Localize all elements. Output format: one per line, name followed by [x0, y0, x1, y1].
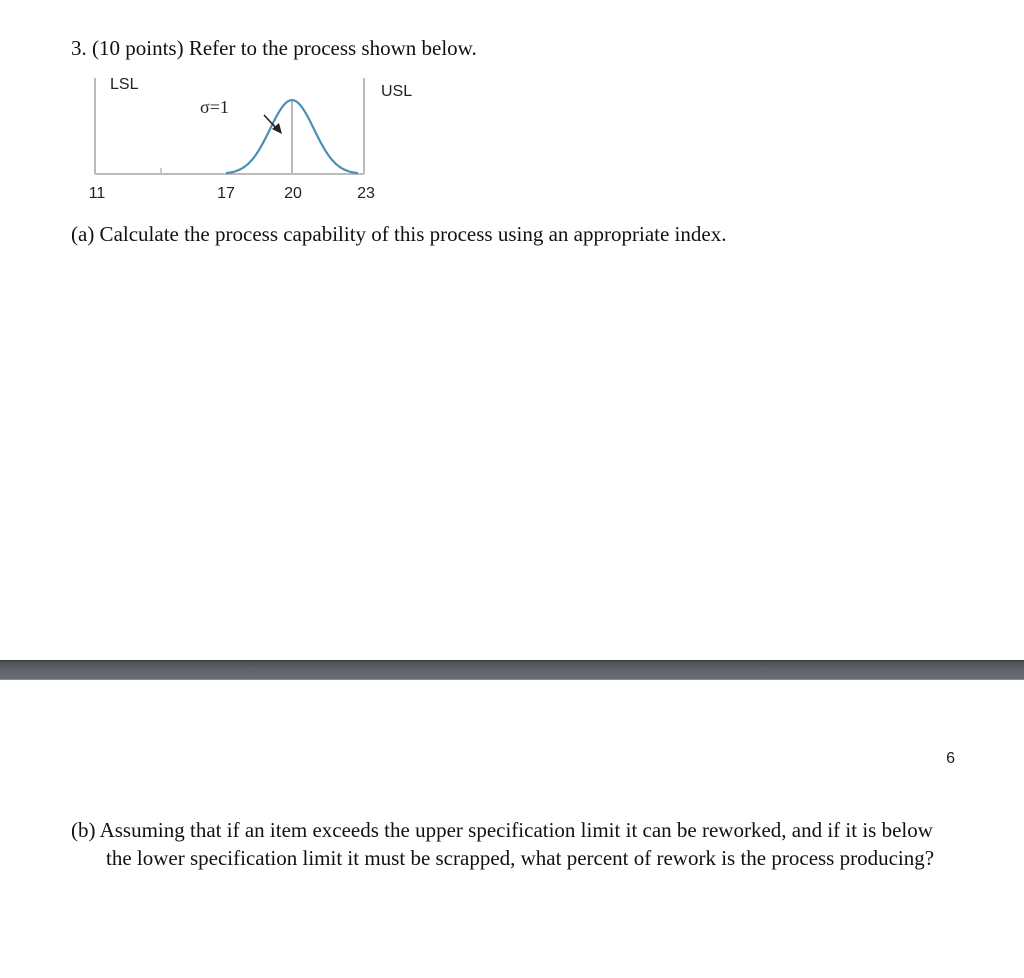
sigma-label: σ=1 [200, 97, 229, 117]
question-title: 3. (10 points) Refer to the process shown below. [71, 36, 477, 60]
page-number: 6 [946, 750, 955, 767]
page-separator [0, 660, 1024, 680]
tick-label-20: 20 [284, 185, 302, 202]
usl-label: USL [381, 83, 413, 100]
tick-label-11: 11 [88, 185, 106, 202]
tick-label-17: 17 [217, 185, 235, 202]
tick-label-23: 23 [357, 185, 375, 202]
lsl-label: LSL [110, 76, 139, 93]
part-a-question: (a) Calculate the process capability of this process using an appropriate index. [71, 222, 727, 246]
part-b-question: (b) Assuming that if an item exceeds the upper specification limit it can be reworked, and if it is below the lower specification limit it must be scrapped, what percent of rework is the process producing? [71, 818, 935, 870]
page-bottom [0, 680, 1024, 978]
process-figure [60, 70, 460, 210]
